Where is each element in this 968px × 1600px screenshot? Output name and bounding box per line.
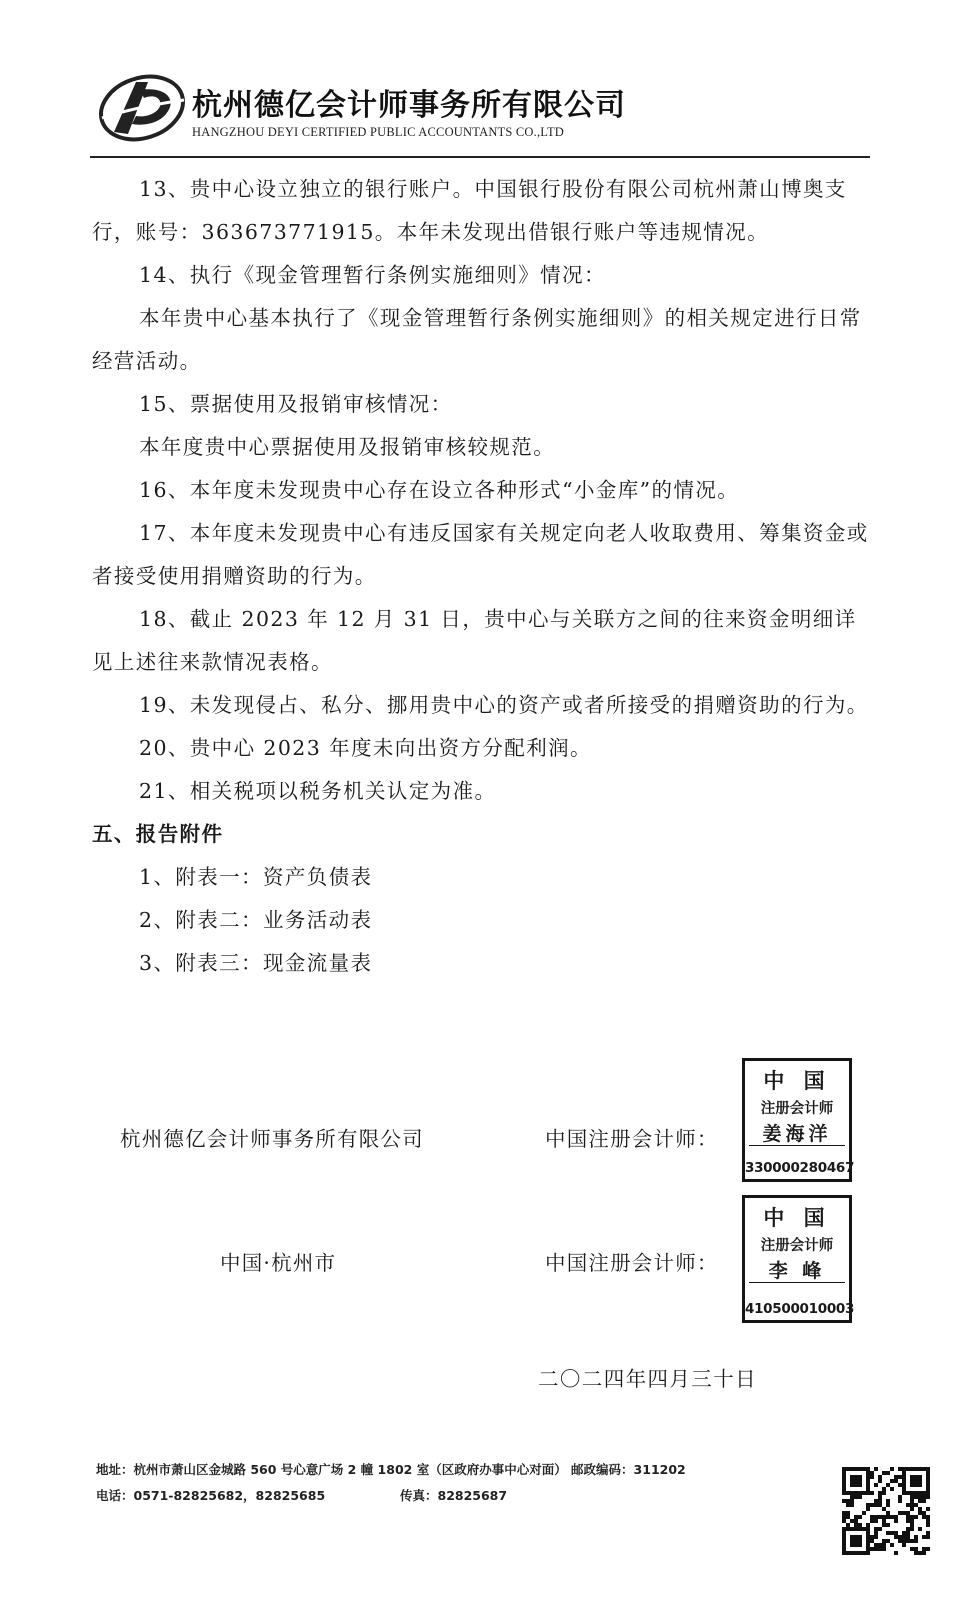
seal-number: 410500010003: [745, 1301, 855, 1317]
paragraph-19: 19、未发现侵占、私分、挪用贵中心的资产或者所接受的捐赠资助的行为。: [139, 693, 869, 717]
header-divider: [90, 156, 870, 158]
paragraph-21: 21、相关税项以税务机关认定为准。: [139, 779, 497, 803]
cpa-label-2: 中国注册会计师：: [545, 1251, 719, 1275]
firm-logo-icon: [96, 70, 188, 146]
attachments-heading: 五、报告附件: [92, 822, 224, 846]
seal-title: 注册会计师: [760, 1101, 834, 1117]
firm-name-en: HANGZHOU DEYI CERTIFIED PUBLIC ACCOUNTANTS CO.,LTD: [192, 125, 565, 139]
seal-divider: [749, 1145, 845, 1146]
firm-name-cn: 杭州德亿会计师事务所有限公司: [192, 88, 626, 123]
paragraph-18: 18、截止 2023 年 12 月 31 日，贵中心与关联方之间的往来资金明细详见上述往来款情况表格。: [92, 607, 857, 674]
paragraph-15-detail: 本年度贵中心票据使用及报销审核较规范。: [139, 435, 556, 459]
seal-country: 中 国: [763, 1206, 831, 1230]
footer-phone: 电话：0571-82825682，82825685: [96, 1488, 326, 1503]
attachment-item: 3、附表三：现金流量表: [139, 951, 373, 975]
paragraph-14-detail: 本年贵中心基本执行了《现金管理暂行条例实施细则》的相关规定进行日常经营活动。: [92, 306, 862, 373]
report-body: [92, 168, 872, 985]
footer-fax: 传真：82825687: [400, 1488, 508, 1503]
paragraph-13: 13、贵中心设立独立的银行账户。中国银行股份有限公司杭州萧山博奥支行，账号：363673771915。本年未发现出借银行账户等违规情况。: [92, 177, 847, 244]
seal-country: 中 国: [763, 1069, 831, 1093]
attachment-item: 1、附表一：资产负债表: [139, 865, 373, 889]
seal-title: 注册会计师: [760, 1238, 834, 1254]
seal-name: 李 峰: [768, 1260, 826, 1282]
cpa-seal-1: [742, 1058, 855, 1182]
footer-contact: [96, 1486, 508, 1504]
paragraph-14: 14、执行《现金管理暂行条例实施细则》情况：: [139, 263, 606, 287]
paragraph-16: 16、本年度未发现贵中心存在设立各种形式“小金库”的情况。: [139, 478, 740, 502]
paragraph-15: 15、票据使用及报销审核情况：: [139, 392, 453, 416]
report-date: 二〇二四年四月三十日: [538, 1367, 757, 1391]
paragraph-17: 17、本年度未发现贵中心有违反国家有关规定向老人收取费用、筹集资金或者接受使用捐赠资助的行为。: [92, 521, 869, 588]
cpa-seal-2: [742, 1195, 855, 1323]
seal-number: 330000280467: [745, 1160, 855, 1176]
seal-name: 姜海洋: [762, 1123, 832, 1145]
qr-code-icon[interactable]: [842, 1467, 930, 1555]
signature-city: 中国·杭州市: [220, 1251, 337, 1275]
paragraph-20: 20、贵中心 2023 年度未向出资方分配利润。: [139, 736, 592, 760]
signature-firm: 杭州德亿会计师事务所有限公司: [120, 1127, 424, 1151]
cpa-label-1: 中国注册会计师：: [545, 1127, 719, 1151]
footer-address: 地址：杭州市萧山区金城路 560 号心意广场 2 幢 1802 室（区政府办事中心对面） 邮政编码：311202: [96, 1462, 686, 1477]
attachment-item: 2、附表二：业务活动表: [139, 908, 373, 932]
seal-divider: [749, 1282, 845, 1283]
